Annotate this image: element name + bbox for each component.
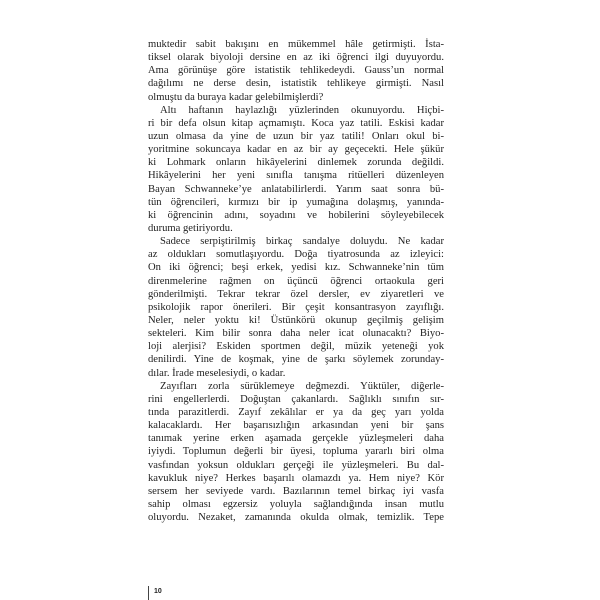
text-line: direnmelerine rağmen on üçüncü öğrenci ortaokula geri xyxy=(148,275,444,287)
text-line: Altı haftanın haylazlığı yüzlerinden okunuyordu. Hiçbi- xyxy=(160,104,444,116)
text-line: Ama görünüşe göre istatistik tehlikedeydi. Gauss’un normal xyxy=(148,65,444,77)
text-line: oluyordu. Nezaket, zamanında okulda olmak, temizlik. Tepe xyxy=(148,512,444,524)
page-number: 10 xyxy=(154,588,162,595)
paragraph xyxy=(148,380,444,525)
text-line: dılar. İrade meselesiydi, o kadar. xyxy=(148,367,286,379)
text-line: ki Lohmark onların hikâyelerini dinlemek zorunda değildi. xyxy=(148,157,444,169)
text-line: sekteleri. Kim bilir sonra daha neler icat olunacaktı? Biyo- xyxy=(148,328,444,340)
text-line: az oldukları somutlaşıyordu. Doğa tiyatrosunda az izleyici: xyxy=(148,249,444,261)
text-line: sersem her seviyede vardı. Bazılarının temel birkaç iyi vasfa xyxy=(148,485,444,497)
text-line: olmuştu da buraya kadar gelebilmişlerdi? xyxy=(148,91,324,103)
page-number-rule xyxy=(148,586,149,600)
text-line: Sadece serpiştirilmiş birkaç sandalye doluydu. Ne kadar xyxy=(160,236,444,248)
text-line: tiksel olarak biyoloji dersine en az iki öğrenci ilgi duyuyordu. xyxy=(148,52,444,64)
text-line: dağılımı ne derse desin, istatistik tehlikeye girmişti. Nasıl xyxy=(148,78,444,90)
text-line: tün öğrencileri, kırmızı bir ip yumağına dolaşmış, yanında- xyxy=(148,196,444,208)
text-line: tanımak yerine erken aşamada gerçekle yüzleşmeleri daha xyxy=(148,433,444,445)
text-line: ki öğrencinin adını, soyadını ve hobilerini söyleyebilecek xyxy=(148,209,444,221)
text-line: tında parazitlerdi. Zayıf zekâlılar er ya da geç yarı yolda xyxy=(148,406,444,418)
text-line: yoritmine sokuncaya kadar en az bir ay geçecekti. Hele şükür xyxy=(148,144,444,156)
text-line: On iki öğrenci; beşi erkek, yedisi kız. Schwanneke’nin tüm xyxy=(148,262,444,274)
text-line: loji alerjisi? Eskiden sportmen değil, müzik yeteneği yok xyxy=(148,341,444,353)
text-line: vasfından yoksun oldukları gerçeği ile yüzleşmeleri. Bu dal- xyxy=(148,459,444,471)
text-line: kalacaklardı. Her başarısızlığın arkasından yeni bir şans xyxy=(148,420,444,432)
text-line: gönderilmişti. Tekrar tekrar özel dersler, ev ziyaretleri ve xyxy=(148,288,444,300)
text-line: muktedir sabit bakışını en mükemmel hâle getirmişti. İsta- xyxy=(148,39,444,50)
text-line: ri bir defa olsun kitap açmamıştı. Koca yaz tatili. Eskisi kadar xyxy=(148,117,444,129)
body-text xyxy=(148,38,444,524)
text-line: sahip olması egzersiz yoluyla sağlandığında insan mutlu xyxy=(148,498,444,510)
paragraph xyxy=(148,235,444,380)
text-line: duruma getiriyordu. xyxy=(148,222,233,234)
text-line: uzun olmasa da yine de uzun bir yaz tatili! Onları okul bi- xyxy=(148,130,444,142)
text-line: denilirdi. Yine de koşmak, yine de şarkı söylemek zorunday- xyxy=(148,354,444,366)
text-line: Bayan Schwanneke’ye anlatabilirlerdi. Yarım saat sonra bü- xyxy=(148,183,444,195)
text-line: Neler, neler yoktu ki! Üstünkörü okunup geçilmiş gelişim xyxy=(148,314,444,326)
paragraph xyxy=(148,104,444,235)
text-line: rini engellerlerdi. Doğuştan çakanlardı. Sağlıklı sınıfın sır- xyxy=(148,393,444,405)
text-line: psikolojik rapor önerileri. Bir çeşit konsantrasyon zayıflığı. xyxy=(148,301,444,313)
text-line: Hikâyelerini her yeni sınıfla tanışma ritüelleri düzenleyen xyxy=(148,170,444,182)
paragraph xyxy=(148,38,444,104)
text-line: Zayıfları zorla sürüklemeye değmezdi. Yüktüler, diğerle- xyxy=(160,380,444,392)
text-line: kavukluk niye? Herkes başarılı olamazdı ya. Hem niye? Kör xyxy=(148,472,444,484)
text-line: iyiydi. Toplumun değerli bir üyesi, topluma yararlı biri olma xyxy=(148,446,444,458)
